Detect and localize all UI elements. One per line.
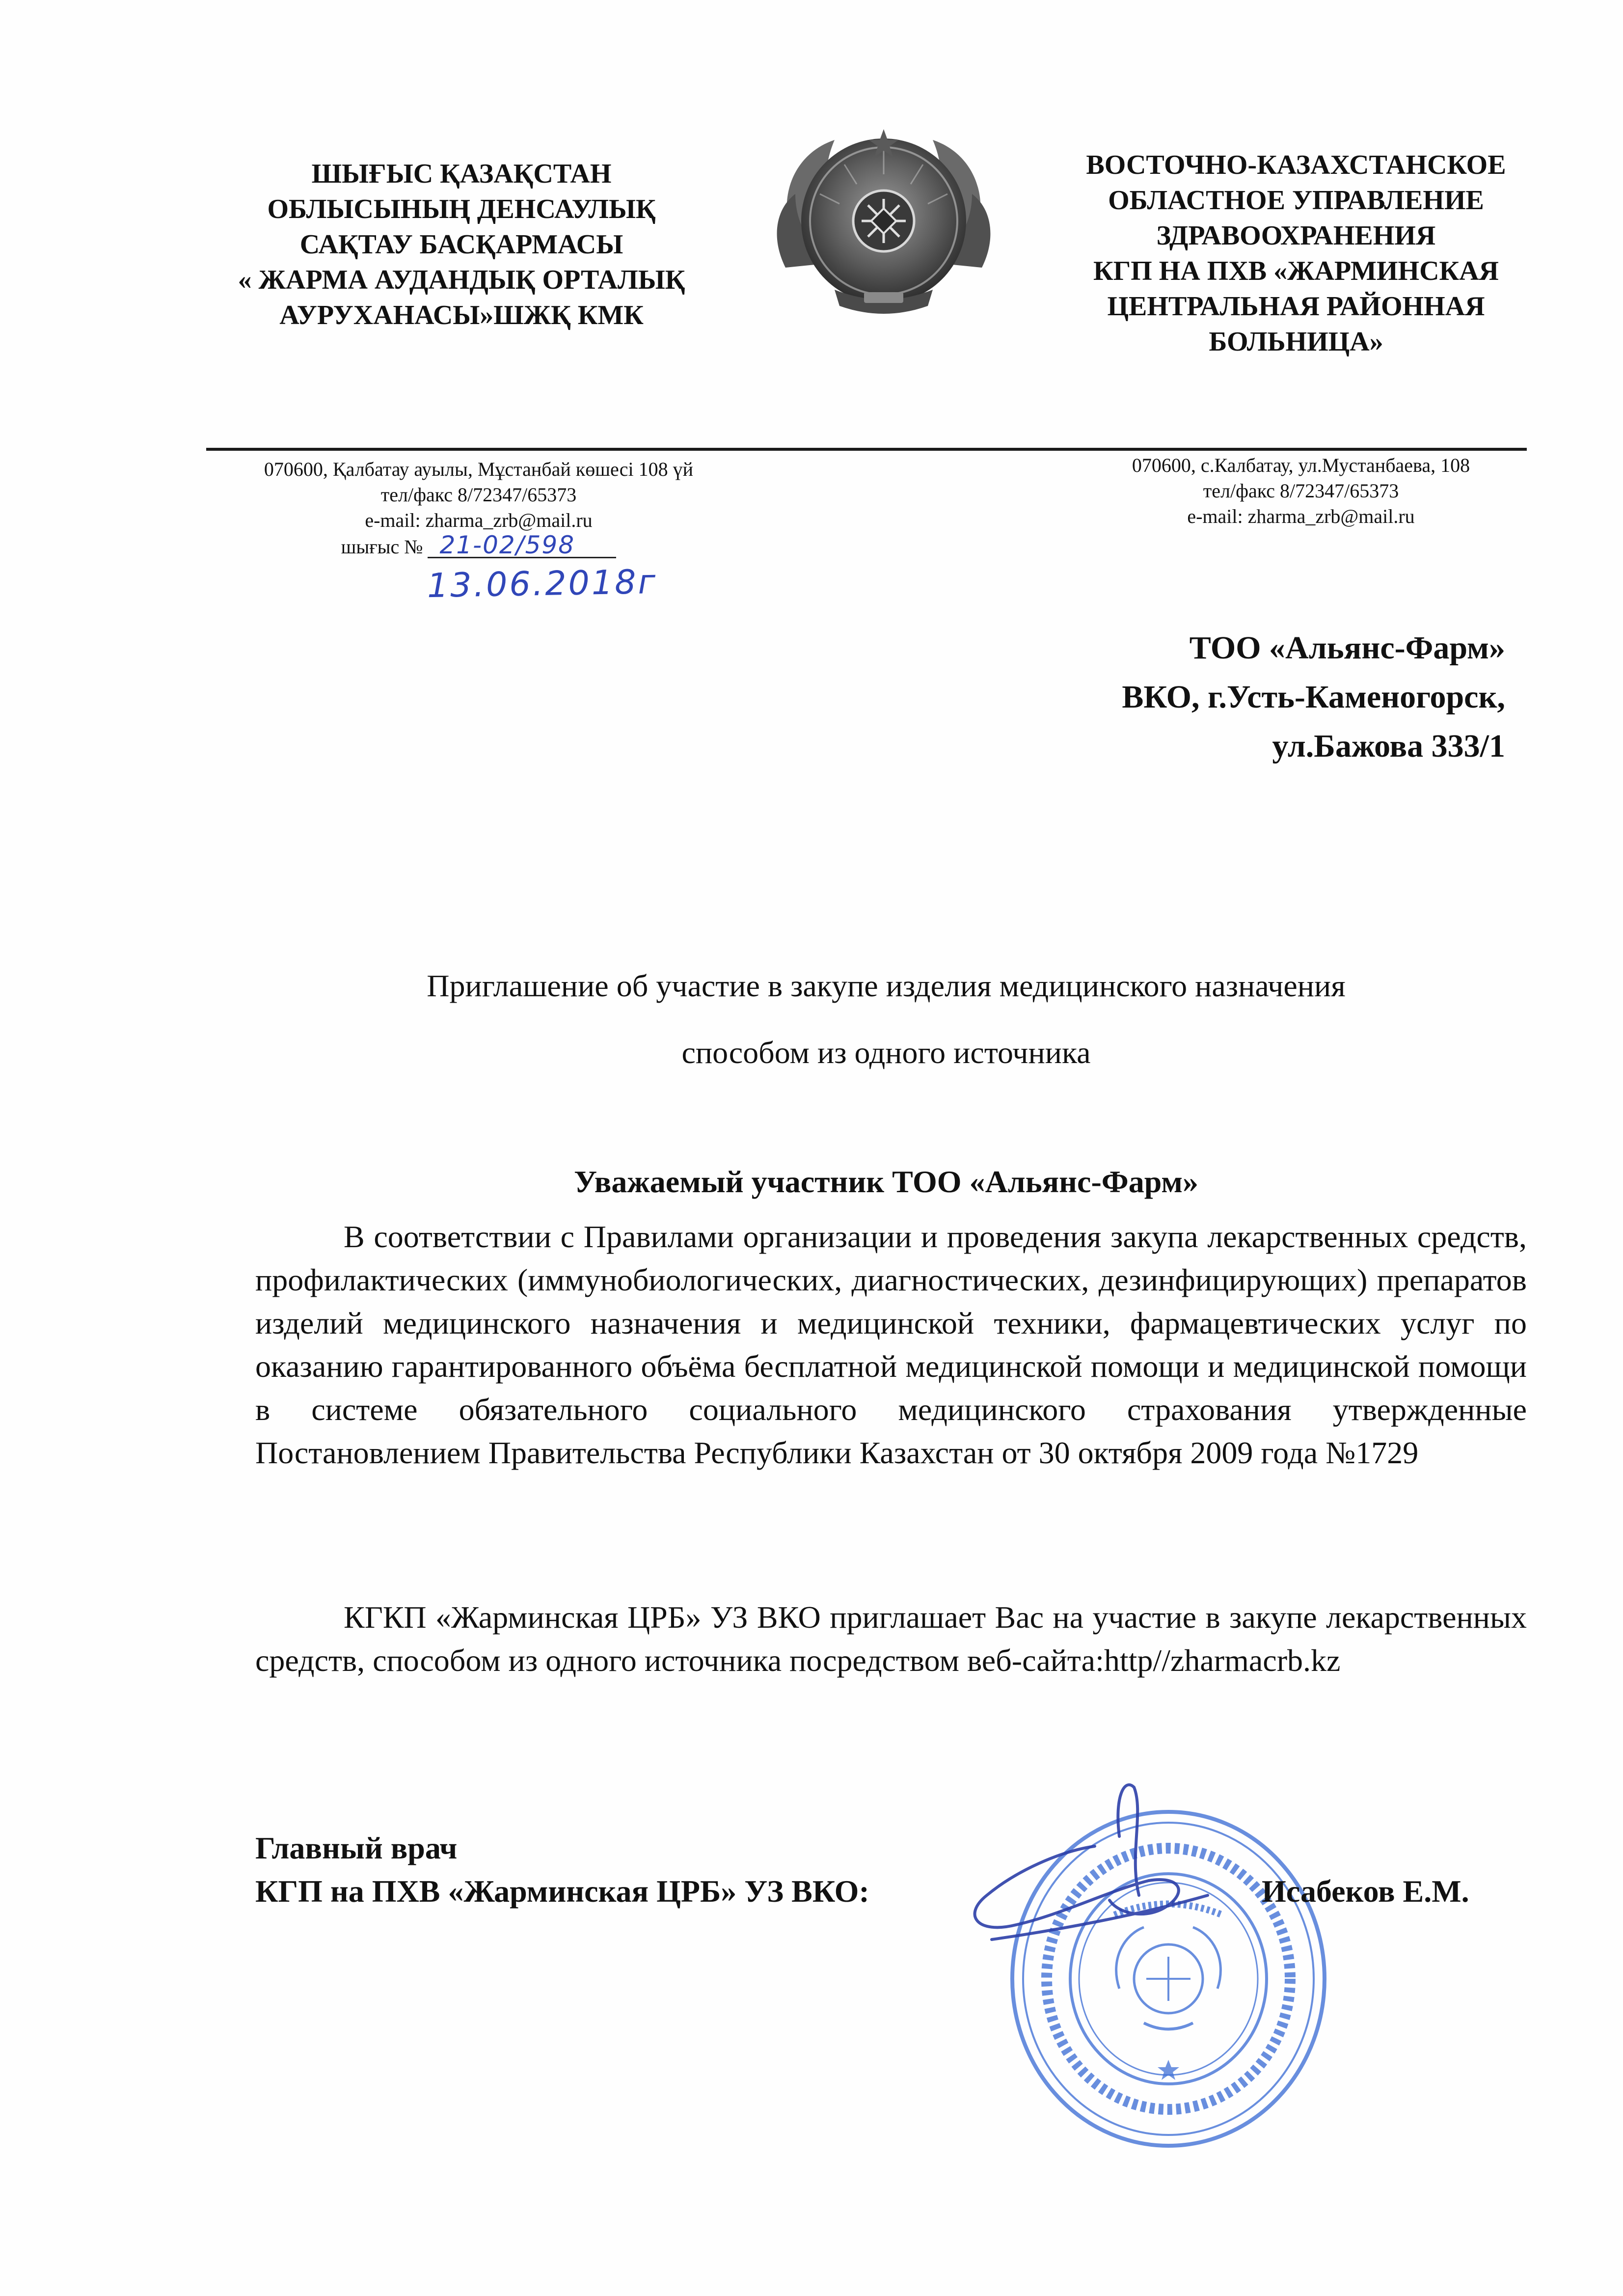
signature-block xyxy=(255,1827,869,1913)
recipient-line: ТОО «Альянс-Фарм» xyxy=(1189,630,1505,666)
header-kazakh-line: АУРУХАНАСЫ»ШЖҚ КМК xyxy=(279,300,644,330)
header-kazakh-line: ОБЛЫСЫНЫҢ ДЕНСАУЛЫҚ xyxy=(267,194,656,224)
address-kazakh: 070600, Қалбатау ауылы, Мұстанбай көшесі 108 үй xyxy=(264,458,694,480)
header-kazakh-line: САҚТАУ БАСҚАРМАСЫ xyxy=(299,229,623,260)
outgoing-label: шығыс № xyxy=(341,536,423,558)
header-russian-line: ЗДРАВООХРАНЕНИЯ xyxy=(1156,220,1436,251)
body-paragraph-1: В соответствии с Правилами организации и проведения закупа лекарственных средств, профилактических (иммунобиологических, диагностических, дезинфицирующих) препаратов изделий медицинского назначения и медицинской техники, фармацевтических услуг по оказанию гарантированного объёма бесплатной медицинской помощи и медицинской помощи в системе обязательного социального медицинского страхования утвержденные Постановлением Правительства Республики Казахстан от 30 октября 2009 года №1729 xyxy=(255,1219,1527,1470)
contacts-russian xyxy=(1080,453,1522,529)
header-kazakh-line: « ЖАРМА АУДАНДЫҚ ОРТАЛЫҚ xyxy=(238,265,685,295)
header-russian xyxy=(1065,147,1527,359)
title-line: Приглашение об участие в закупе изделия медицинского назначения xyxy=(427,968,1346,1003)
greeting: Уважаемый участник ТОО «Альянс-Фарм» xyxy=(574,1164,1198,1199)
document-title xyxy=(206,953,1566,1086)
header-russian-line: ОБЛАСТНОЕ УПРАВЛЕНИЕ xyxy=(1108,185,1484,216)
signatory-organization: КГП на ПХВ «Жарминская ЦРБ» УЗ ВКО: xyxy=(255,1874,869,1909)
phone-russian: тел/факс 8/72347/65373 xyxy=(1203,480,1399,502)
header-kazakh-line: ШЫҒЫС ҚАЗАҚСТАН xyxy=(311,159,612,189)
state-emblem-icon xyxy=(766,120,1001,336)
recipient-line: ВКО, г.Усть-Каменогорск, xyxy=(1122,679,1505,715)
email-kazakh: e-mail: zharma_zrb@mail.ru xyxy=(365,509,593,531)
outgoing-date: 13.06.2018г xyxy=(427,562,658,606)
header-divider xyxy=(206,448,1527,451)
phone-kazakh: тел/факс 8/72347/65373 xyxy=(380,484,577,506)
recipient-line: ул.Бажова 333/1 xyxy=(1272,728,1505,764)
outgoing-row xyxy=(216,533,741,560)
title-line: способом из одного источника xyxy=(681,1035,1091,1070)
header-russian-line: БОЛЬНИЦА» xyxy=(1209,327,1383,357)
outgoing-number: 21-02/598 xyxy=(428,533,616,558)
header-russian-line: КГП НА ПХВ «ЖАРМИНСКАЯ xyxy=(1093,256,1499,286)
header-russian-line: ВОСТОЧНО-КАЗАХСТАНСКОЕ xyxy=(1086,150,1506,180)
header-russian-line: ЦЕНТРАЛЬНАЯ РАЙОННАЯ xyxy=(1107,291,1485,322)
signatory-name: Исабеков Е.М. xyxy=(1262,1874,1469,1909)
header-kazakh xyxy=(206,156,717,333)
recipient-block xyxy=(1122,624,1505,771)
signatory-position: Главный врач xyxy=(255,1831,458,1865)
contacts-kazakh xyxy=(216,457,741,560)
body-paragraph-2: КГКП «Жарминская ЦРБ» УЗ ВКО приглашает Вас на участие в закупе лекарственных средств, способом из одного источника посредством веб-сайта:http//zharmacrb.kz xyxy=(255,1600,1527,1678)
email-russian: e-mail: zharma_zrb@mail.ru xyxy=(1187,505,1415,527)
address-russian: 070600, с.Калбатау, ул.Мустанбаева, 108 xyxy=(1132,454,1470,476)
